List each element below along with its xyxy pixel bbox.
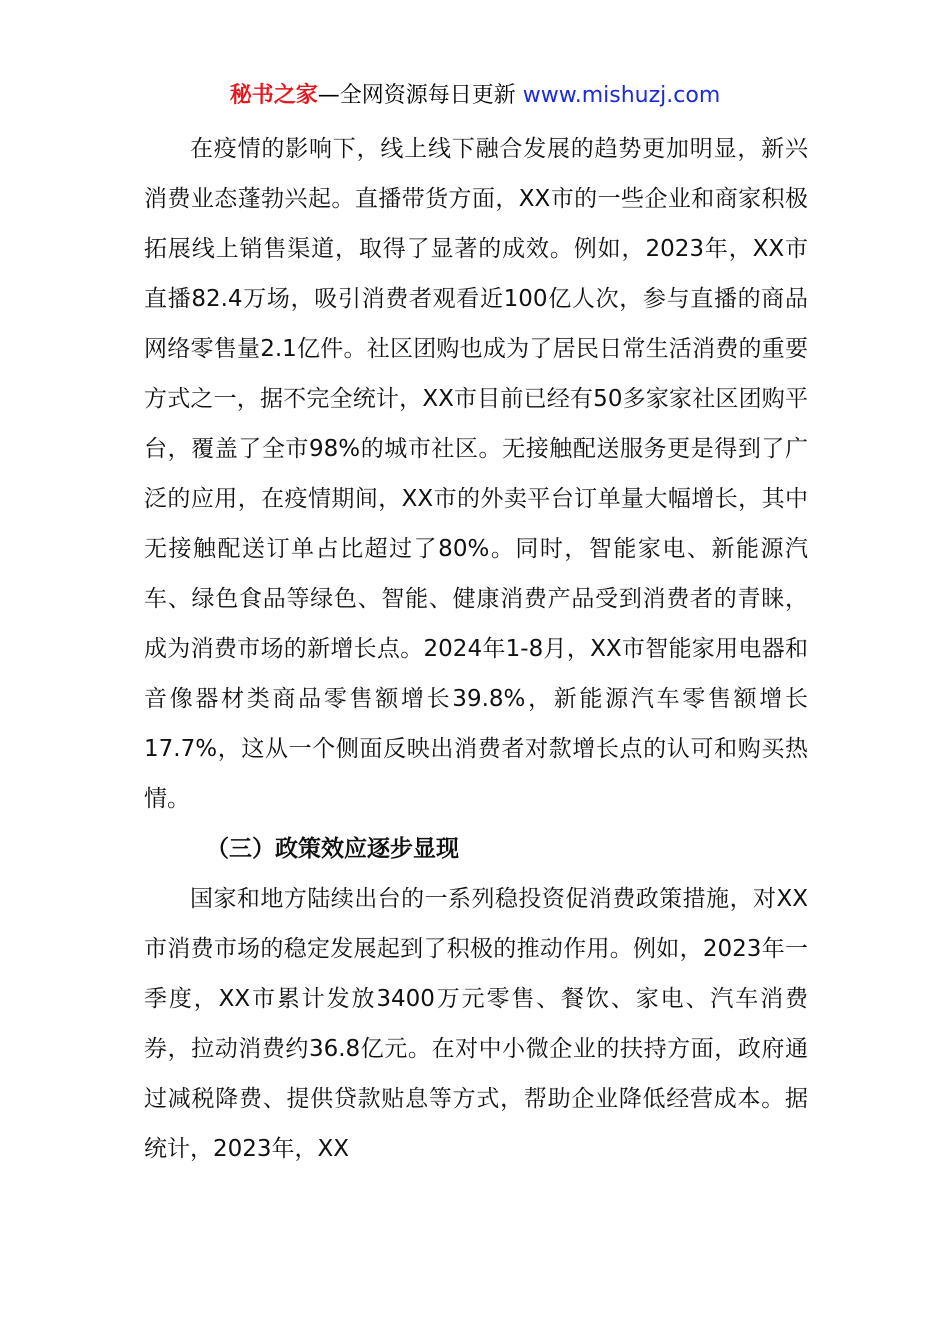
page-header	[0, 80, 950, 112]
paragraph-new-consumption: 在疫情的影响下，线上线下融合发展的趋势更加明显，新兴消费业态蓬勃兴起。直播带货方面，XX市的一些企业和商家积极拓展线上销售渠道，取得了显著的成效。例如，2023年，XX市直播82.4万场，吸引消费者观看近100亿人次，参与直播的商品网络零售量2.1亿件。社区团购也成为了居民日常生活消费的重要方式之一，据不完全统计，XX市目前已经有50多家家社区团购平台，覆盖了全市98%的城市社区。无接触配送服务更是得到了广泛的应用，在疫情期间，XX市的外卖平台订单量大幅增长，其中无接触配送订单占比超过了80%。同时，智能家电、新能源汽车、绿色食品等绿色、智能、健康消费产品受到消费者的青睐，成为消费市场的新增长点。2024年1-8月，XX市智能家用电器和音像器材类商品零售额增长39.8%，新能源汽车零售额增长17.7%，这从一个侧面反映出消费者对歀增长点的认可和购买热情。	[144, 136, 808, 812]
website-link[interactable]: www.mishuzj.com	[522, 83, 721, 108]
section-heading: （三）政策效应逐步显现	[206, 836, 459, 862]
brand-name: 秘书之家	[229, 83, 318, 108]
document-body	[144, 124, 808, 1174]
paragraph-policy-effects: 国家和地方陆续出台的一系列稳投资促消费政策措施，对XX市消费市场的稳定发展起到了积极的推动作用。例如，2023年一季度，XX市累计发放3400万元零售、餐饮、家电、汽车消费券，拉动消费约36.8亿元。在对中小微企业的扶持方面，政府通过减税降费、提供贷款贴息等方式，帮助企业降低经营成本。据统计，2023年，XX	[144, 886, 808, 1162]
header-tagline: —全网资源每日更新	[317, 83, 523, 108]
